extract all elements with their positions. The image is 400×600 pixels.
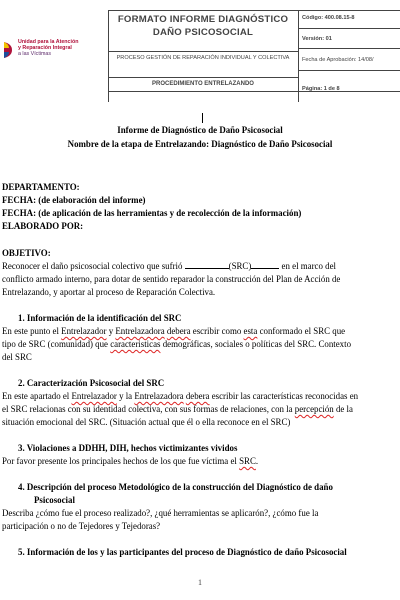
blank-line xyxy=(185,260,229,269)
approval-date: Fecha de Aprobación: 14/08/ xyxy=(302,57,374,63)
section-2-line xyxy=(2,390,400,402)
objective-line xyxy=(2,260,400,272)
process-name: PROCESO GESTIÓN DE REPARACIÓN INDIVIDUAL Y COLECTIVA xyxy=(116,55,290,61)
section-1-line xyxy=(2,338,400,350)
logo-text xyxy=(18,39,78,58)
spellcheck-word: Entrelazador xyxy=(61,326,107,336)
colombia-flag-icon xyxy=(2,40,14,60)
page-number: 1 xyxy=(198,578,202,587)
text-run: Por favor presente los principales hechos de los que fue víctima el xyxy=(2,456,240,466)
section-4-line: Describa ¿cómo fue el proceso realizado?, ¿qué herramientas se aplicarón?, ¿cómo fue la xyxy=(2,508,319,518)
text-run: y la xyxy=(116,391,135,401)
date-label: FECHA: xyxy=(2,195,37,205)
text-run: y xyxy=(106,326,116,336)
date-note: (de aplicación de las herramientas y de recolección de la información) xyxy=(36,208,302,218)
department-label: DEPARTAMENTO: xyxy=(2,182,80,192)
text-run: escribir como xyxy=(190,326,244,336)
document-title: Informe de Diagnóstico de Daño Psicosocial xyxy=(117,125,283,135)
blank-line xyxy=(251,260,279,269)
section-5-heading: 5. Información de los y las participantes del proceso de Diagnóstico de daño Psicosocial xyxy=(18,547,347,557)
form-title-line: FORMATO INFORME DIAGNÓSTICO xyxy=(117,14,289,25)
section-4-heading-cont: Psicosocial xyxy=(34,495,75,505)
text-run: . xyxy=(255,456,259,466)
spellcheck-word: Entrelazadora xyxy=(115,326,165,336)
form-title xyxy=(110,13,296,39)
spellcheck-word: esta xyxy=(243,326,258,336)
spellcheck-word: debera xyxy=(185,391,210,401)
procedure-name: PROCEDIMIENTO ENTRELAZANDO xyxy=(152,81,254,87)
spellcheck-word: debera xyxy=(166,326,191,336)
section-2-heading: 2. Caracterización Psicosocial del SRC xyxy=(18,378,165,388)
spellcheck-word: caracteristicas xyxy=(110,339,161,349)
text-run: (SRC) xyxy=(228,261,252,271)
section-1-line xyxy=(2,325,400,337)
logo-line: a las Víctimas xyxy=(18,51,51,58)
spellcheck-word: Entrelazadora xyxy=(134,391,184,401)
logo-line: Unidad para la Atención xyxy=(18,39,79,45)
table-divider xyxy=(298,10,299,102)
section-3-heading: 3. Violaciones a DDHH, DIH, hechos victimizantes vividos xyxy=(18,443,238,453)
text-run: en el marco del xyxy=(279,261,336,271)
text-run: tipo de SRC (comunidad) que xyxy=(2,339,111,349)
spellcheck-word: SRC xyxy=(239,456,256,466)
logo xyxy=(0,10,108,102)
application-date-field xyxy=(2,207,301,219)
document-code: Código: 400.08.15-8 xyxy=(302,15,355,21)
section-2-line xyxy=(2,403,400,415)
stage-title: Nombre de la etapa de Entrelazando: Diagnóstico de Daño Psicosocial xyxy=(67,139,333,149)
spellcheck-word: percepción xyxy=(294,404,334,414)
section-4-line: participación o no de Tejedores y Tejedoras? xyxy=(2,521,161,531)
objective-line: conflicto armado interno, para dotar de sentido reparador la construcción del Plan de Acción de xyxy=(2,274,341,284)
logo-line: y Reparación Integral xyxy=(18,45,72,52)
text-run: demográficas, sociales o políticas del SRC. Contexto xyxy=(160,339,352,349)
section-3-line xyxy=(2,455,400,467)
text-run: el SRC relacionas con su identidad colectiva, con sus formas de relaciones, con la xyxy=(2,404,295,414)
page-count: Página: 1 de 8 xyxy=(302,86,340,92)
section-2-line: situación emocional del SRC. (Situación actual que él o ella reconoce en el SRC) xyxy=(2,417,291,427)
elaboration-date-field xyxy=(2,194,145,206)
text-run: de la xyxy=(333,404,353,414)
date-label: FECHA: xyxy=(2,208,37,218)
spellcheck-word: Entrelazador xyxy=(71,391,117,401)
table-divider xyxy=(108,10,109,102)
document-version: Versión: 01 xyxy=(302,36,332,42)
table-divider xyxy=(298,48,400,49)
section-1-heading: 1. Información de la identificación del SRC xyxy=(18,313,182,323)
table-divider xyxy=(298,28,400,29)
text-run: En este apartado el xyxy=(2,391,72,401)
text-run: Reconocer el daño psicosocial colectivo que sufrió xyxy=(2,261,185,271)
objective-line: Entrelazando, y aportar al proceso de Reparación Colectiva. xyxy=(2,287,216,297)
table-divider xyxy=(108,10,400,11)
section-4-heading: 4. Descripción del proceso Metodológico de la construcción del Diagnóstico de daño xyxy=(18,482,333,492)
date-note: (de elaboración del informe) xyxy=(36,195,146,205)
table-divider xyxy=(108,91,400,92)
text-run: escribir las características reconocidas en xyxy=(209,391,359,401)
text-run: En este punto el xyxy=(2,326,62,336)
table-divider xyxy=(108,77,298,78)
table-divider xyxy=(108,51,298,52)
form-title-line: DAÑO PSICOSOCIAL xyxy=(152,27,254,38)
text-cursor xyxy=(202,113,203,123)
table-divider xyxy=(298,70,400,71)
objective-heading: OBJETIVO: xyxy=(2,248,51,258)
text-run: conformado el SRC que xyxy=(257,326,346,336)
section-1-line: del SRC xyxy=(2,352,32,362)
author-label: ELABORADO POR: xyxy=(2,221,84,231)
document-header-table xyxy=(0,10,400,102)
